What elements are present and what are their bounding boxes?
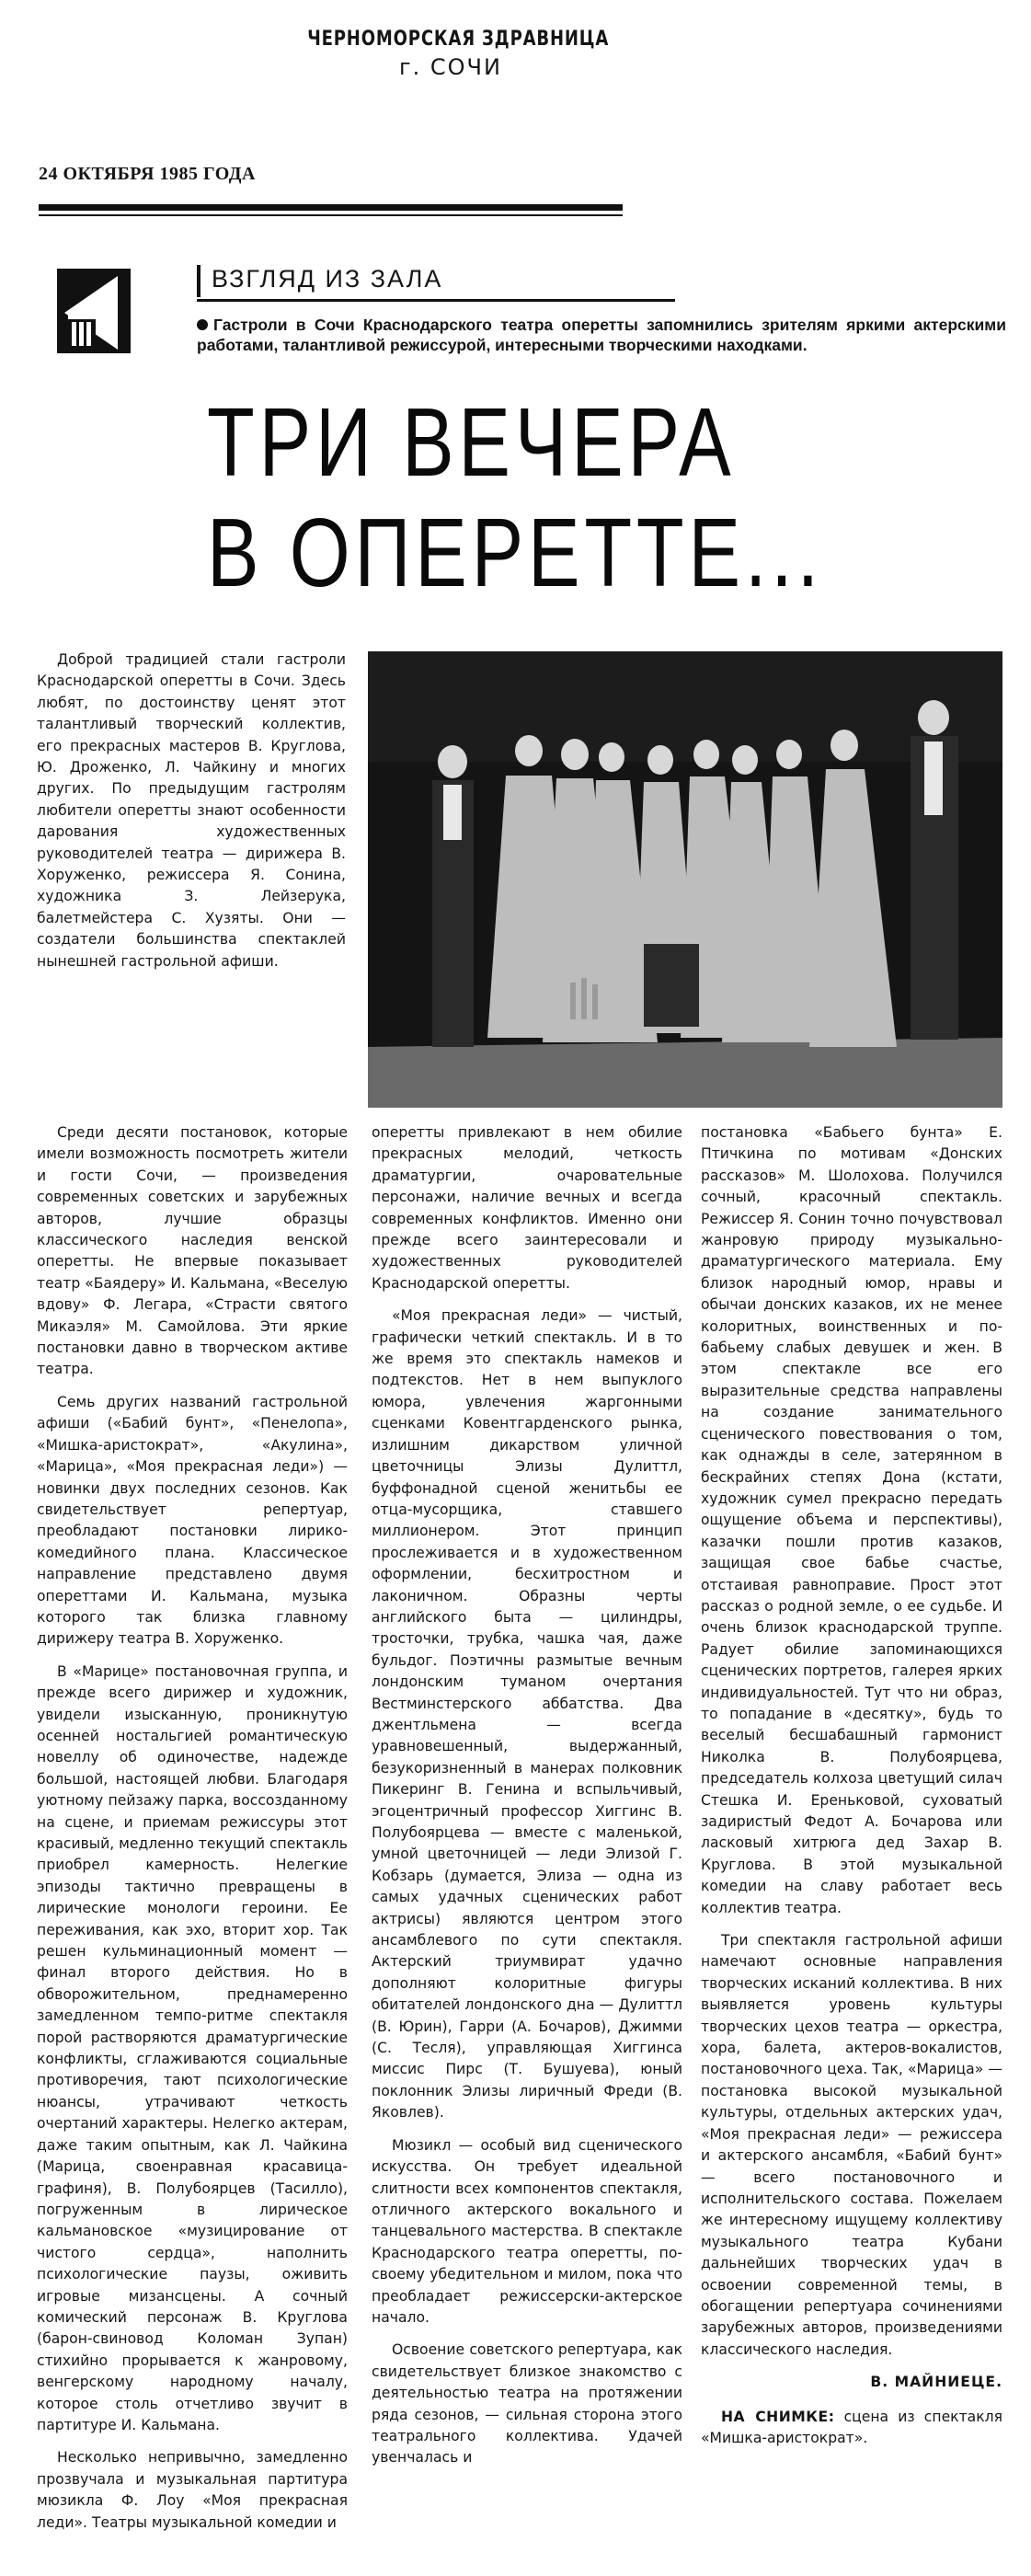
section-rubric: ВЗГЛЯД ИЗ ЗАЛА <box>197 265 452 297</box>
bullet-icon <box>197 319 208 330</box>
lead-text: Гастроли в Сочи Краснодарского театра оперетты запомнились зрителям яркими актерскими работами, талантливой режиссурой, интересными творческими находками. <box>197 316 1006 354</box>
paragraph: оперетты привлекают в нем обилие прекрасных мелодий, четкость драматургии, очаровательные персонажи, наличие вечных и всегда современных конфликтов. Именно они прежде всего заинтересовали и художественных руководителей Краснодарской оперетты. <box>372 1124 682 1292</box>
paragraph: Три спектакля гастрольной афиши намечают основные направления творческих исканий коллектива. В них выявляется уровень культуры творческих цехов театра — оркестра, хора, балета, актеров-вокалистов, постановочного цеха. Так, «Марица» — постановка высокой музыкальной культуры, отдельных актерских удач, «Моя прекрасная леди» — режиссера и актерского ансамбля, «Бабий бунт» — всего постановочного и исполнительского состава. Пожелаем же интересному ищущему коллективу музыкального театра Кубани дальнейших творческих удач в освоении современной темы, в обогащении репертуара сочинениями зарубежных авторов, произведениями классического наследия. <box>701 1932 1002 2358</box>
paragraph: Мюзикл — особый вид сценического искусства. Он требует идеальной слитности всех компонентов спектакля, отличного актерского вокального и танцевального мастерства. В спектакле Краснодарского театра оперетты, по-своему убедительном и милом, пока что преобладает режиссерски-актерское начало. <box>372 2136 682 2326</box>
headline-line-2: В ОПЕРЕТТЕ... <box>207 499 823 607</box>
photo-caption <box>701 2407 1002 2450</box>
caption-label: НА СНИМКЕ: <box>721 2408 835 2425</box>
article-column-3 <box>701 1122 1002 2460</box>
headline-line-1: ТРИ ВЕЧЕРА <box>207 388 736 497</box>
paragraph: Семь других названий гастрольной афиши («Бабий бунт», «Пенелопа», «Мишка-аристократ», «Акулина», «Марица», «Моя прекрасная леди») — новинки двух последних сезонов. Как свидетельствует репертуар, преобладают постановки лирико-комедийного плана. Классическое направление представлено двумя опереттами И. Кальмана, музыка которого так близка главному дирижеру театра В. Хоруженко. <box>37 1393 348 1648</box>
newspaper-city: г. СОЧИ <box>399 54 502 80</box>
lead-paragraph <box>197 315 1006 355</box>
author-signature: В. МАЙНИЕЦЕ. <box>870 2374 1002 2391</box>
paragraph: В «Марице» постановочная группа, и прежде всего дирижер и художник, увидели изысканную, проникнутую осенней ностальгией романтическую новеллу об одиночестве, надежде большой, настоящей любви. Благодаря уютному пейзажу парка, воссозданному на сцене, и приемам режиссуры этот красивый, медленно текущий спектакль приобрел камерность. Нелегкие эпизоды тактично превращены в лирические монологи героини. Ее переживания, как эхо, вторит хор. Так решен кульминационный момент — финал второго действия. Но в обворожительном, преднамеренно замедленном темпо-ритме спектакля порой растворяются драматургические конфликты, сглаживаются социальные противоречия, тают психологические нюансы, утрачивают четкость очертаний характеры. Нелегко актерам, даже таким опытным, как Л. Чайкина (Марица, своенравная красавица-графиня), В. Полубоярцев (Тасилло), погруженным в лирическое кальмановское «музицирование от чистого сердца», наполнить психологические паузы, оживить игровые мизансцены. А сочный комический персонаж В. Круглова (барон-свиновод Коломан Зупан) стихийно прорывается к жанровому, венгерскому народному началу, которое столь отчетливо звучит в партитуре И. Кальмана. <box>37 1662 348 2433</box>
newspaper-title: ЧЕРНОМОРСКАЯ ЗДРАВНИЦА <box>307 28 610 51</box>
paragraph: «Моя прекрасная леди» — чистый, графически четкий спектакль. И в то же время это спектакль намеков и подтекстов. Нет в нем выпуклого юмора, увлечения жаргонными сценками Ковентгарденского рынка, излишним дикарством уличной цветочницы Элизы Дулиттл, буффонадной сценой женитьбы ее отца-мусорщика, ставшего миллионером. Этот принцип прослеживается и в художественном оформлении, бесхитростном и лаконичном. Образны черты английского быта — цилиндры, тросточки, трубка, чашка чая, даже бульдог. Поэтичны размытые вечным лондонским туманом очертания Вестминстерского аббатства. Два джентльмена — всегда уравновешенный, выдержанный, безукоризненный в манерах полковник Пикеринг В. Генина и вспыльчивый, эгоцентричный профессор Хиггинс В. Полубоярцева — вместе с маленькой, умной цветочницей — леди Элизой Г. Кобзарь (думается, Элиза — одна из самых удачных сценических работ актрисы) являются центром этого ансамблевого по сути спектакля. Актерский триумвират удачно дополняют колоритные фигуры обитателей лондонского дна — Дулиттл (В. Юрин), Гарри (А. Бочаров), Джимми (С. Тесля), управляющая Хиггинса миссис Пирс (Т. Бушуева), юный поклонник Элизы лиричный Фреди (В. Яковлев). <box>372 1307 682 2122</box>
paragraph: Освоение советского репертуара, как свидетельствует близкое знакомство с деятельностью театра на протяжении ряда сезонов, — сильная сторона этого театрального коллектива. Удачей увенчалась и <box>372 2341 682 2467</box>
headline <box>207 388 823 607</box>
article-column-1 <box>37 1122 348 2545</box>
header-rule <box>39 204 623 211</box>
paragraph: Среди десяти постановок, которые имели возможность посмотреть жители и гости Сочи, — произведения современных советских и зарубежных авторов, лучшие образцы классического наследия венской оперетты. Не впервые показывает театр «Баядеру» И. Кальмана, «Веселую вдову» Ф. Легара, «Страсти святого Микаэля» М. Самойлова. Эти яркие постановки давно в творческом активе театра. <box>37 1124 349 1378</box>
issue-date: 24 ОКТЯБРЯ 1985 ГОДА <box>39 164 256 184</box>
paragraph: Доброй традицией стали гастроли Краснодарской оперетты в Сочи. Здесь любят, по достоинству ценят этот талантливый творческий коллектив, его прекрасных мастеров В. Круглова, Ю. Дроженко, Л. Чайкину и многих других. По предыдущим гастролям любители оперетты знают особенности дарования художественных руководителей театра — дирижера В. Хоруженко, режиссера Я. Сонина, художника З. Лейзерука, балетмейстера С. Хузяты. Они — создатели большинства спектаклей нынешней гастрольной афиши. <box>37 651 346 970</box>
stage-photo <box>368 651 1002 1108</box>
paragraph: Несколько непривычно, замедленно прозвучала и музыкальная партитура мюзикла Ф. Лоу «Моя прекрасная леди». Театры музыкальной комедии и <box>37 2449 348 2531</box>
masthead <box>276 28 625 80</box>
paragraph: постановка «Бабьего бунта» Е. Птичкина по мотивам «Донских рассказов» М. Шолохова. Получился сочный, красочный спектакль. Режиссер Я. Сонин точно почувствовал жанровую природу музыкально-драматургического материала. Ему близок народный юмор, нравы и обычаи донских казаков, их не менее колоритных, воинственных и по-бабьему слабых девушек и жен. В этом спектакле все его выразительные средства направлены на создание занимательного сценического повествования о том, как однажды в селе, затерянном в бескрайних степях Дона (кстати, художник сумел прекрасно передать ощущение объема и перспективы), казачки пошли против казаков, защищая свое бабье счастье, отстаивая равноправие. Прост этот рассказ о родной земле, о ее судьбе. И очень близок краснодарской труппе. Радует обилие запоминающихся сценических портретов, галерея ярких индивидуальностей. Тут что ни образ, то попадание в «десятку», будь то веселый бесшабашный гармонист Николка В. Полубоярцева, председатель колхоза цветущий силач Стешка И. Ереньковой, суховатый задиристый Федот А. Бочарова или ласковый хитрюга дед Захар В. Круглова. В этой музыкальной комедии на славу работает весь коллектив театра. <box>701 1124 1002 1916</box>
article-column-2 <box>372 1122 682 2480</box>
rubric-underline <box>197 299 675 302</box>
header-rule-thin <box>39 214 623 216</box>
caption-text: сцена из спектакля «Мишка-аристократ». <box>701 2408 1002 2446</box>
article-column-1-top <box>37 650 346 983</box>
rubric-logo-icon <box>57 269 131 353</box>
